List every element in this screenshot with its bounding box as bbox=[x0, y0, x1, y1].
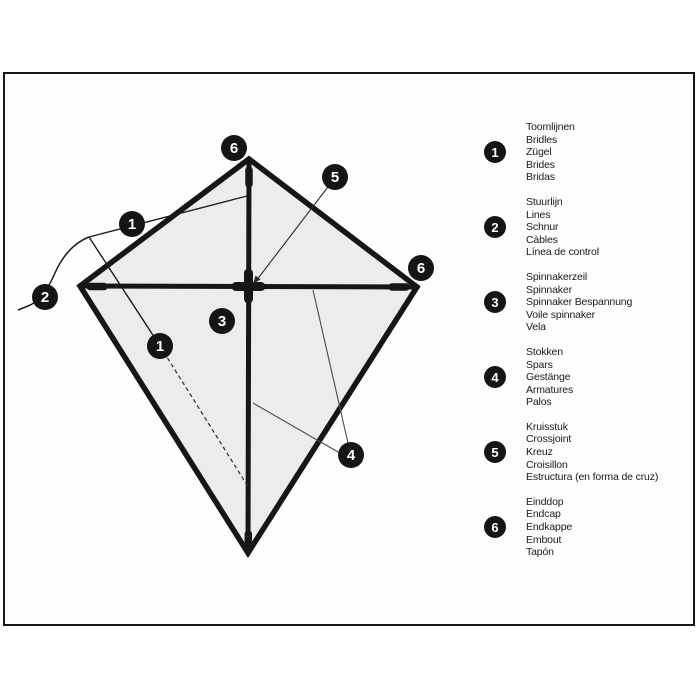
legend-badge-6: 6 bbox=[484, 516, 506, 538]
legend-label: Vela bbox=[526, 321, 546, 334]
legend-labels-sail bbox=[526, 271, 632, 334]
legend-label: Embout bbox=[526, 533, 562, 546]
legend-badge-1: 1 bbox=[484, 141, 506, 163]
legend-label: Endkappe bbox=[526, 521, 573, 534]
diagram-badge-endcap-right: 6 bbox=[408, 255, 434, 281]
legend-badge-2: 2 bbox=[484, 216, 506, 238]
legend-label: Voile spinnaker bbox=[526, 308, 595, 321]
legend bbox=[484, 121, 689, 571]
legend-label: Línea de control bbox=[526, 246, 599, 259]
legend-item-bridles bbox=[484, 121, 689, 184]
legend-label: Einddop bbox=[526, 495, 564, 508]
diagram-badge-flying-line: 2 bbox=[32, 284, 58, 310]
legend-label: Spinnaker Bespannung bbox=[526, 296, 633, 309]
legend-label: Spinnaker bbox=[526, 283, 572, 296]
legend-labels-lines bbox=[526, 196, 599, 259]
legend-label: Crossjoint bbox=[526, 433, 572, 446]
vertical-spar bbox=[248, 159, 249, 553]
legend-label: Bridas bbox=[526, 171, 555, 184]
legend-label: Stokken bbox=[526, 345, 563, 358]
legend-labels-crossjoint bbox=[526, 421, 658, 484]
legend-label: Kruisstuk bbox=[526, 420, 568, 433]
legend-label: Brides bbox=[526, 158, 555, 171]
legend-badge-5: 5 bbox=[484, 441, 506, 463]
legend-label: Armatures bbox=[526, 383, 574, 396]
diagram-badge-spars: 4 bbox=[338, 442, 364, 468]
legend-label: Estructura (en forma de cruz) bbox=[526, 471, 659, 484]
legend-item-crossjoint bbox=[484, 421, 689, 484]
diagram-badge-endcap-top: 6 bbox=[221, 135, 247, 161]
legend-labels-spars bbox=[526, 346, 573, 409]
legend-labels-bridles bbox=[526, 121, 575, 184]
legend-label: Càbles bbox=[526, 233, 558, 246]
legend-label: Palos bbox=[526, 396, 552, 409]
diagram-badge-crossjoint: 5 bbox=[322, 164, 348, 190]
legend-label: Bridles bbox=[526, 133, 558, 146]
legend-label: Schnur bbox=[526, 221, 559, 234]
legend-badge-4: 4 bbox=[484, 366, 506, 388]
legend-label: Croisillon bbox=[526, 458, 568, 471]
legend-label: Gestänge bbox=[526, 371, 571, 384]
legend-label: Tapón bbox=[526, 546, 554, 559]
legend-item-endcap bbox=[484, 496, 689, 559]
legend-label: Spinnakerzeil bbox=[526, 270, 588, 283]
diagram-badge-bridle-lower: 1 bbox=[147, 333, 173, 359]
legend-label: Kreuz bbox=[526, 446, 553, 459]
legend-item-sail bbox=[484, 271, 689, 334]
diagram-badge-bridle-upper: 1 bbox=[119, 211, 145, 237]
legend-label: Stuurlijn bbox=[526, 195, 563, 208]
diagram-badge-sail: 3 bbox=[209, 308, 235, 334]
legend-item-lines bbox=[484, 196, 689, 259]
legend-label: Spars bbox=[526, 358, 553, 371]
legend-label: Endcap bbox=[526, 508, 561, 521]
legend-item-spars bbox=[484, 346, 689, 409]
legend-label: Zügel bbox=[526, 146, 552, 159]
legend-label: Toomlijnen bbox=[526, 121, 575, 133]
legend-badge-3: 3 bbox=[484, 291, 506, 313]
legend-labels-endcap bbox=[526, 496, 572, 559]
legend-label: Lines bbox=[526, 208, 551, 221]
